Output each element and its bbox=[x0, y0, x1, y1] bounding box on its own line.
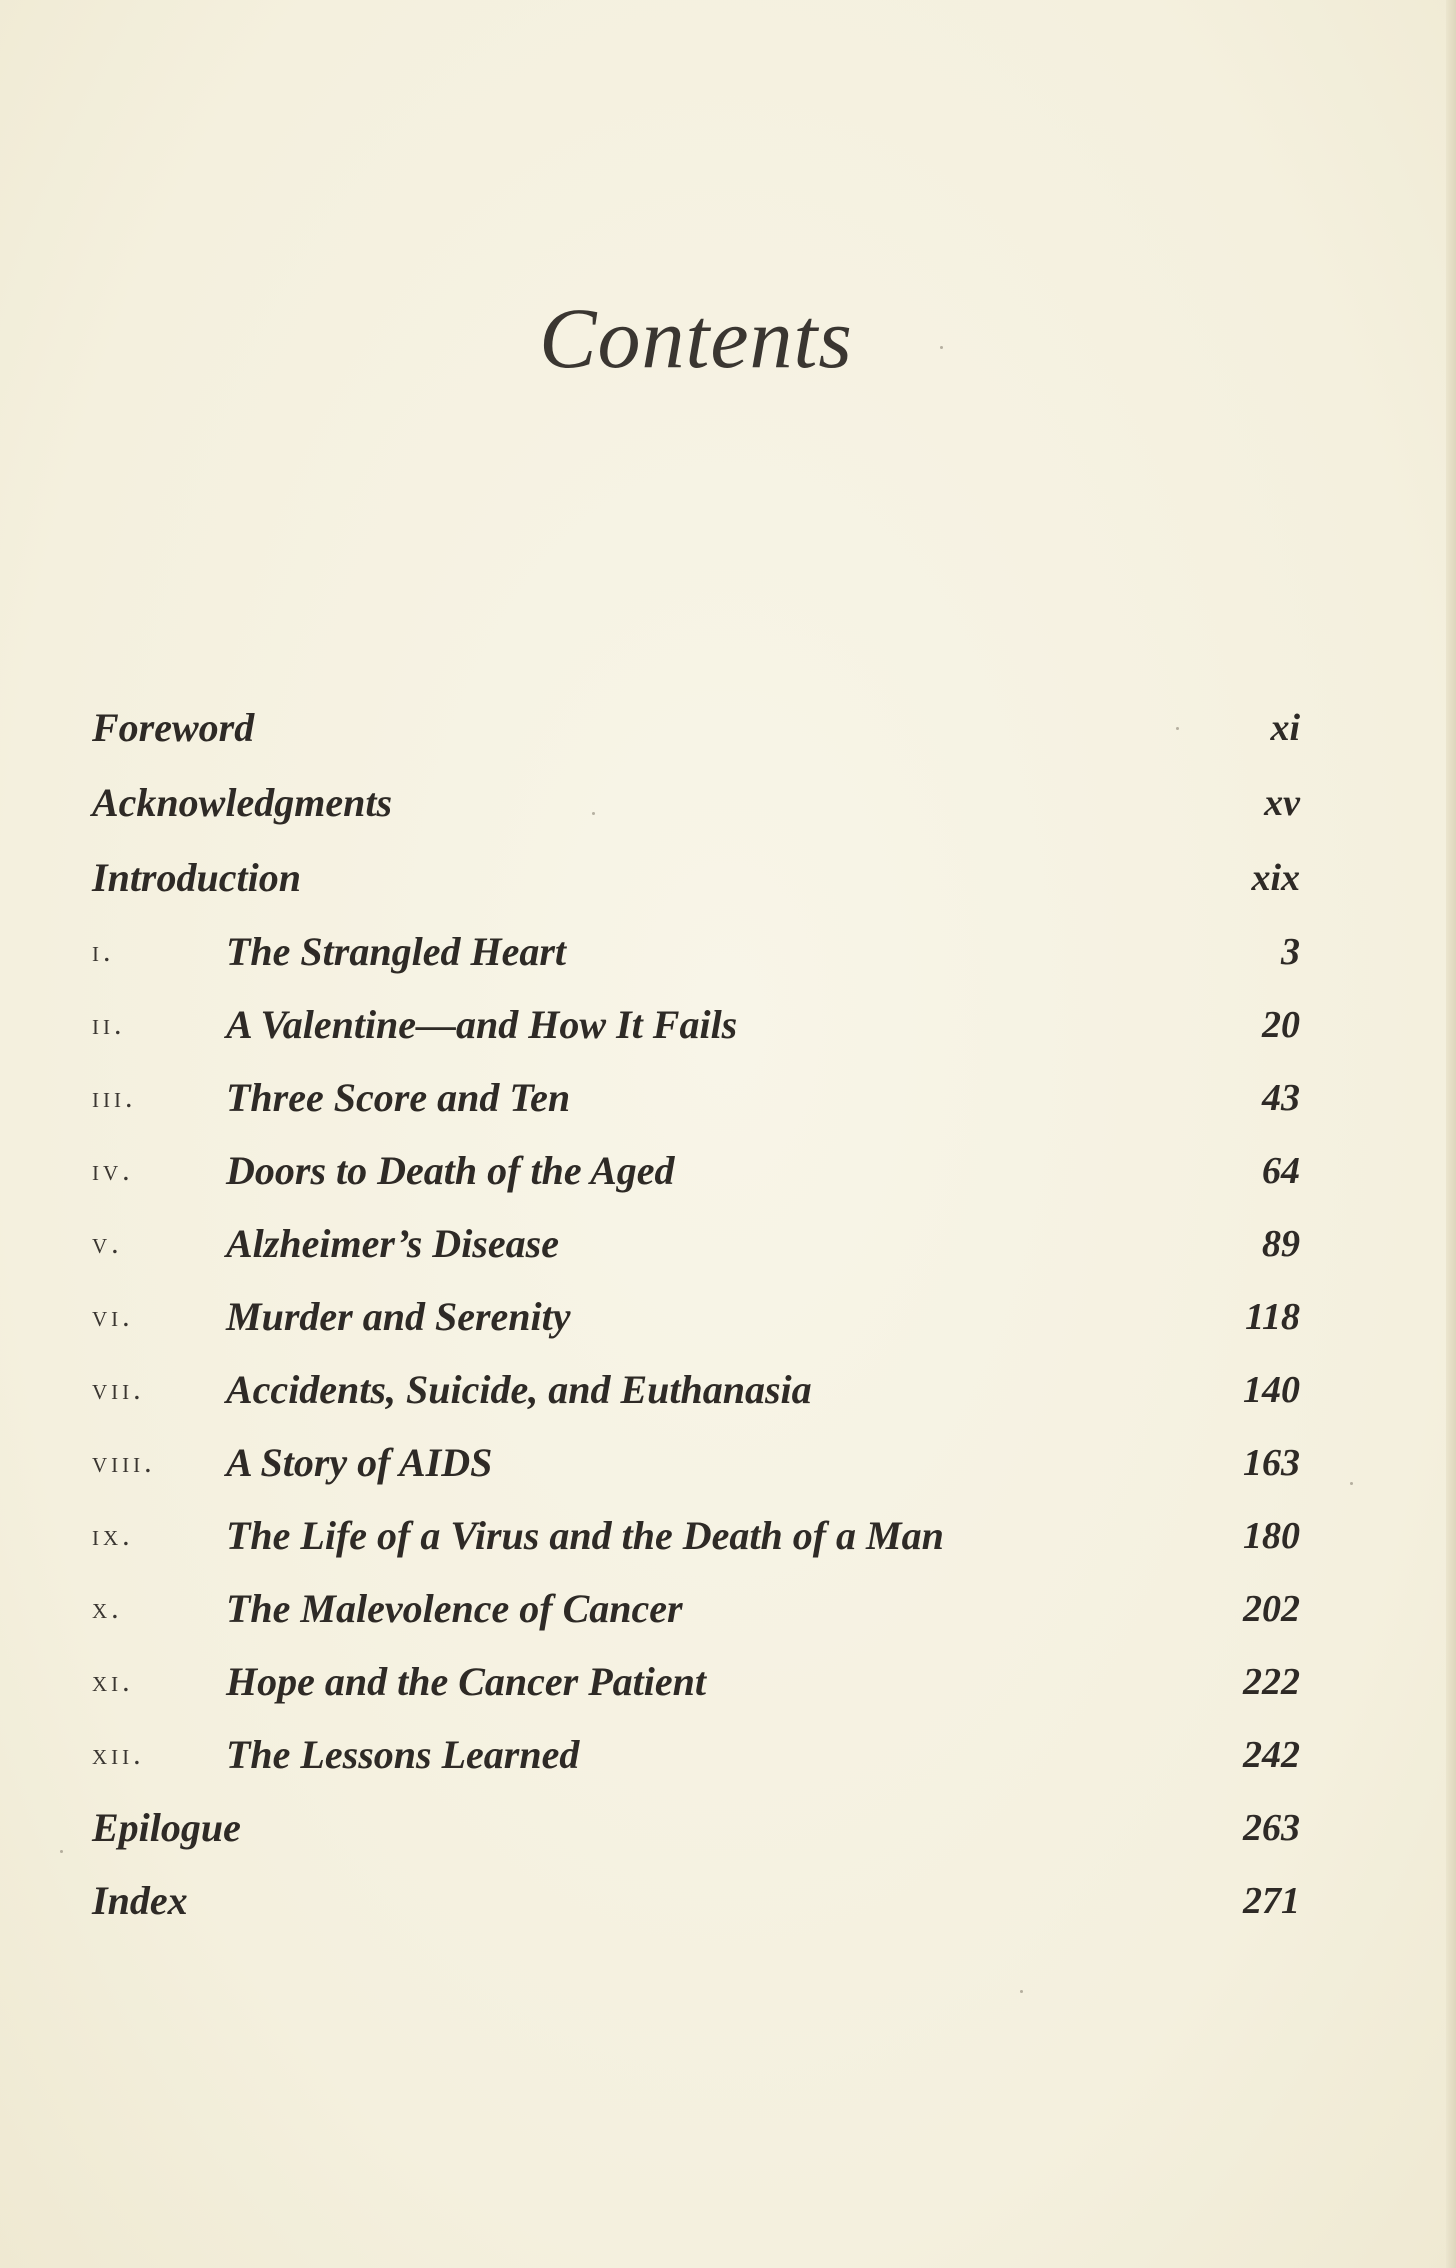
chapter-numeral: vi. bbox=[92, 1300, 134, 1333]
paper-speck bbox=[1350, 1482, 1353, 1485]
toc-entry-epilogue[interactable] bbox=[92, 1798, 1300, 1858]
toc-chapter-10[interactable] bbox=[92, 1579, 1300, 1639]
toc-chapter-11[interactable] bbox=[92, 1652, 1300, 1712]
chapter-numeral: v. bbox=[92, 1227, 123, 1260]
chapter-page: 3 bbox=[1281, 931, 1300, 973]
chapter-numeral: ii. bbox=[92, 1008, 126, 1041]
chapter-numeral: xi. bbox=[92, 1665, 134, 1698]
toc-entry-page: xix bbox=[1251, 857, 1300, 899]
toc-chapter-12[interactable] bbox=[92, 1725, 1300, 1785]
chapter-numeral: i. bbox=[92, 935, 115, 968]
toc-entry-label: Epilogue bbox=[92, 1805, 241, 1850]
chapter-page: 222 bbox=[1243, 1661, 1300, 1703]
chapter-title: A Story of AIDS bbox=[226, 1440, 493, 1485]
toc-entry-page: xi bbox=[1270, 707, 1300, 749]
chapter-title: The Life of a Virus and the Death of a Man bbox=[226, 1513, 944, 1558]
chapter-title: Hope and the Cancer Patient bbox=[226, 1659, 706, 1704]
toc-entry-label: Introduction bbox=[92, 855, 301, 900]
page-edge bbox=[1446, 0, 1456, 2268]
chapter-page: 180 bbox=[1243, 1515, 1300, 1557]
chapter-page: 140 bbox=[1243, 1369, 1300, 1411]
toc-chapter-4[interactable] bbox=[92, 1141, 1300, 1201]
paper-speck bbox=[592, 812, 595, 815]
toc-entry-page: xv bbox=[1264, 782, 1300, 824]
toc-entry-label: Foreword bbox=[92, 705, 255, 750]
toc-entry-label: Index bbox=[92, 1878, 188, 1923]
toc-entry-index[interactable] bbox=[92, 1871, 1300, 1931]
chapter-title: Doors to Death of the Aged bbox=[226, 1148, 675, 1193]
toc-chapter-2[interactable] bbox=[92, 995, 1300, 1055]
toc-entry-foreword[interactable] bbox=[92, 698, 1300, 758]
toc-chapter-6[interactable] bbox=[92, 1287, 1300, 1347]
toc-entry-page: 263 bbox=[1243, 1807, 1300, 1849]
chapter-page: 118 bbox=[1245, 1296, 1300, 1338]
paper-speck bbox=[940, 346, 943, 349]
toc-chapter-8[interactable] bbox=[92, 1433, 1300, 1493]
toc-entry-label: Acknowledgments bbox=[92, 780, 393, 825]
chapter-numeral: vii. bbox=[92, 1373, 145, 1406]
chapter-page: 242 bbox=[1243, 1734, 1300, 1776]
chapter-numeral: iii. bbox=[92, 1081, 137, 1114]
chapter-page: 64 bbox=[1262, 1150, 1300, 1192]
toc-entry-page: 271 bbox=[1243, 1880, 1300, 1922]
chapter-title: The Strangled Heart bbox=[226, 929, 567, 974]
chapter-title: A Valentine—and How It Fails bbox=[226, 1002, 738, 1047]
toc-chapter-7[interactable] bbox=[92, 1360, 1300, 1420]
paper-speck bbox=[1176, 727, 1179, 730]
toc-chapter-1[interactable] bbox=[92, 922, 1300, 982]
toc-chapter-3[interactable] bbox=[92, 1068, 1300, 1128]
chapter-title: Murder and Serenity bbox=[226, 1294, 571, 1339]
chapter-page: 20 bbox=[1262, 1004, 1300, 1046]
toc-entry-acknowledgments[interactable] bbox=[92, 773, 1300, 833]
chapter-title: Alzheimer’s Disease bbox=[226, 1221, 559, 1266]
chapter-numeral: x. bbox=[92, 1592, 123, 1625]
toc-entry-introduction[interactable] bbox=[92, 848, 1300, 908]
toc-chapter-9[interactable] bbox=[92, 1506, 1300, 1566]
chapter-numeral: iv. bbox=[92, 1154, 134, 1187]
chapter-numeral: ix. bbox=[92, 1519, 134, 1552]
page-title: Contents bbox=[539, 290, 853, 386]
chapter-title: The Lessons Learned bbox=[226, 1732, 580, 1777]
chapter-page: 43 bbox=[1262, 1077, 1300, 1119]
chapter-page: 89 bbox=[1262, 1223, 1300, 1265]
chapter-title: Accidents, Suicide, and Euthanasia bbox=[226, 1367, 812, 1412]
chapter-title: Three Score and Ten bbox=[226, 1075, 571, 1120]
toc-chapter-5[interactable] bbox=[92, 1214, 1300, 1274]
chapter-numeral: viii. bbox=[92, 1446, 156, 1479]
chapter-page: 163 bbox=[1243, 1442, 1300, 1484]
paper-speck bbox=[60, 1850, 63, 1853]
chapter-title: The Malevolence of Cancer bbox=[226, 1586, 683, 1631]
paper-speck bbox=[1020, 1990, 1023, 1993]
chapter-numeral: xii. bbox=[92, 1738, 145, 1771]
chapter-page: 202 bbox=[1243, 1588, 1300, 1630]
